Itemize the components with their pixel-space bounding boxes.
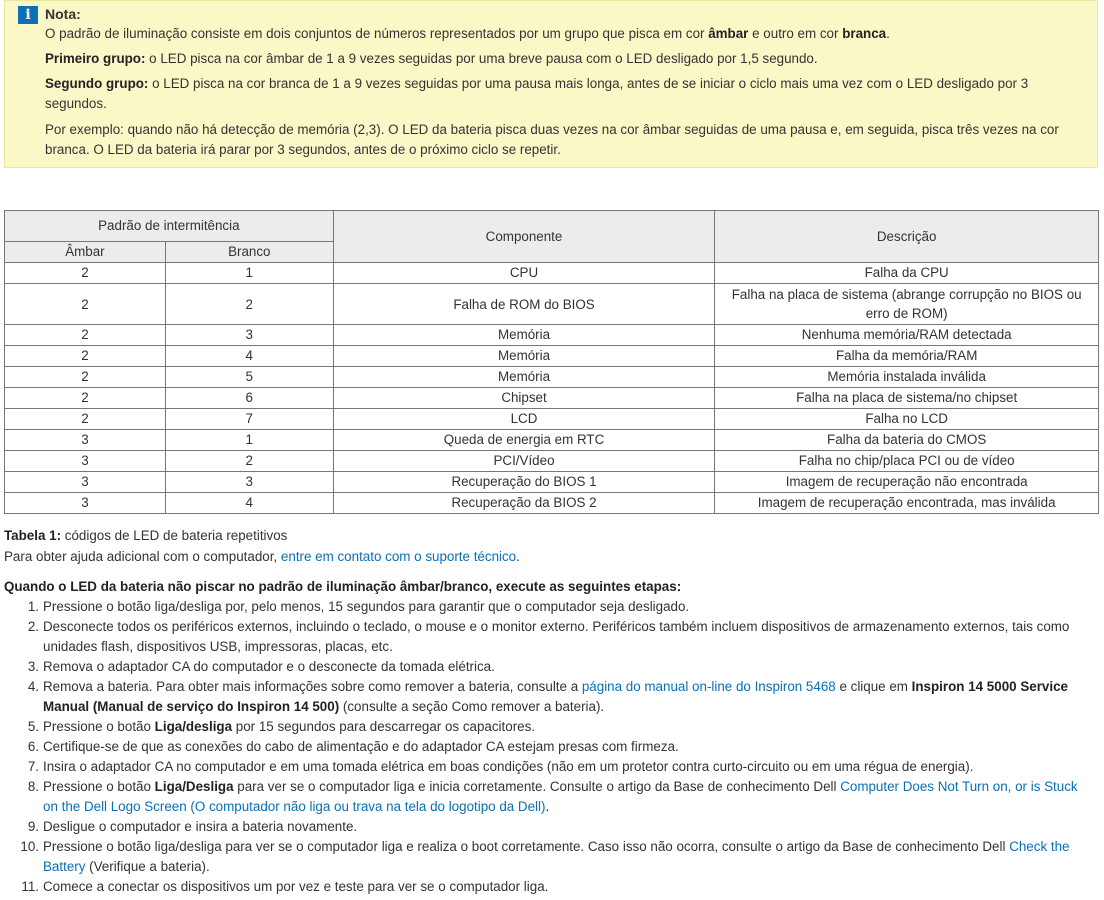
list-item: 6. Certifique-se de que as conexões do cabo de alimentação e do adaptador CA estejam presas com firmeza. <box>27 739 679 754</box>
header-component: Componente <box>333 211 715 263</box>
cell-description: Falha na placa de sistema/no chipset <box>715 388 1099 409</box>
list-item: 7. Insira o adaptador CA no computador e em uma tomada elétrica em boas condições (não em um protetor contra curto-circuito ou em uma régua de energia). <box>27 759 974 774</box>
cell-description: Falha da memória/RAM <box>715 346 1099 367</box>
cell-white: 7 <box>165 409 333 430</box>
list-item: 11. Comece a conectar os dispositivos um por vez e teste para ver se o computador liga. <box>21 879 549 894</box>
cell-description: Falha no chip/placa PCI ou de vídeo <box>715 451 1099 472</box>
cell-white: 4 <box>165 493 333 514</box>
table-row <box>5 430 1099 451</box>
contact-support-link[interactable]: entre em contato com o suporte técnico <box>280 549 517 564</box>
cell-component: Recuperação da BIOS 2 <box>333 493 715 514</box>
steps-list <box>20 597 1093 897</box>
cell-component: PCI/Vídeo <box>333 451 715 472</box>
cell-component: CPU <box>333 263 715 284</box>
led-codes-table <box>4 210 1099 514</box>
cell-component: Recuperação do BIOS 1 <box>333 472 715 493</box>
cell-description: Imagem de recuperação não encontrada <box>715 472 1099 493</box>
header-blink-pattern: Padrão de intermitência <box>5 211 334 242</box>
list-item: 3. Remova o adaptador CA do computador e o desconecte da tomada elétrica. <box>27 659 495 674</box>
cell-amber: 2 <box>5 325 166 346</box>
cell-white: 4 <box>165 346 333 367</box>
list-item: 10. Pressione o botão liga/desliga para ver se o computador liga e realiza o boot corretamente. Caso isso não ocorra, consulte o artigo da Base de conhecimento Dell Check the Battery (Verifique a bateria). <box>20 839 1070 874</box>
list-item: 8. Pressione o botão Liga/Desliga para ver se o computador liga e inicia corretamente. Consulte o artigo da Base de conhecimento Dell Computer Does Not Turn on, or is Stuck on the Dell Logo Screen (O computador não liga ou trava na tela do logotipo da Dell). <box>27 779 1078 814</box>
cell-white: 2 <box>165 284 333 325</box>
table-row <box>5 346 1099 367</box>
cell-amber: 3 <box>5 493 166 514</box>
list-item: 1. Pressione o botão liga/desliga por, pelo menos, 15 segundos para garantir que o computador seja desligado. <box>27 599 690 614</box>
header-description: Descrição <box>715 211 1099 263</box>
header-amber: Âmbar <box>5 242 166 263</box>
cell-amber: 2 <box>5 367 166 388</box>
cell-component: Chipset <box>333 388 715 409</box>
cell-white: 3 <box>165 472 333 493</box>
note-paragraph-example: Por exemplo: quando não há detecção de memória (2,3). O LED da bateria pisca duas vezes na cor âmbar seguidas de uma pausa e, em seguida, pisca três vezes na cor branca. O LED da bateria irá parar por 3 segundos, antes de o próximo ciclo se repetir. <box>45 122 1059 157</box>
note-paragraph-first-group: Primeiro grupo: o LED pisca na cor âmbar de 1 a 9 vezes seguidas por uma breve pausa com o LED desligado por 1,5 segundo. <box>45 51 818 66</box>
table-row <box>5 284 1099 325</box>
inspiron-manual-link[interactable]: página do manual on-line do Inspiron 5468 <box>581 679 836 694</box>
table-row <box>5 325 1099 346</box>
cell-amber: 2 <box>5 263 166 284</box>
cell-description: Memória instalada inválida <box>715 367 1099 388</box>
table-row <box>5 472 1099 493</box>
cell-amber: 2 <box>5 346 166 367</box>
cell-component: Memória <box>333 346 715 367</box>
cell-white: 5 <box>165 367 333 388</box>
cell-component: Memória <box>333 367 715 388</box>
cell-amber: 2 <box>5 284 166 325</box>
cell-description: Falha no LCD <box>715 409 1099 430</box>
cell-white: 2 <box>165 451 333 472</box>
table-row <box>5 451 1099 472</box>
note-paragraph-pattern: O padrão de iluminação consiste em dois conjuntos de números representados por um grupo que pisca em cor âmbar e outro em cor branca. <box>45 26 890 41</box>
table-row <box>5 409 1099 430</box>
cell-white: 6 <box>165 388 333 409</box>
computer-does-not-turn-on-link[interactable]: Computer Does Not Turn on, or is Stuck on the Dell Logo Screen (O computador não liga ou trava na tela do logotipo da Dell) <box>43 779 1078 814</box>
header-white: Branco <box>165 242 333 263</box>
cell-component: LCD <box>333 409 715 430</box>
cell-amber: 3 <box>5 451 166 472</box>
list-item: 2. Desconecte todos os periféricos externos, incluindo o teclado, o mouse e o monitor externo. Periféricos também incluem dispositivos de armazenamento externos, tais como unidades flash, dispositivos USB, impressoras, placas, etc. <box>27 619 1070 654</box>
cell-description: Imagem de recuperação encontrada, mas inválida <box>715 493 1099 514</box>
note-box <box>4 0 1098 168</box>
list-item: 5. Pressione o botão Liga/desliga por 15 segundos para descarregar os capacitores. <box>27 719 536 734</box>
cell-component: Queda de energia em RTC <box>333 430 715 451</box>
cell-white: 1 <box>165 430 333 451</box>
list-item: 9. Desligue o computador e insira a bateria novamente. <box>27 819 358 834</box>
cell-white: 1 <box>165 263 333 284</box>
cell-white: 3 <box>165 325 333 346</box>
note-title: Nota: <box>45 6 81 22</box>
table-row <box>5 493 1099 514</box>
cell-component: Memória <box>333 325 715 346</box>
table-caption: Tabela 1: códigos de LED de bateria repetitivos <box>4 528 288 543</box>
cell-component: Falha de ROM do BIOS <box>333 284 715 325</box>
cell-description: Falha da CPU <box>715 263 1099 284</box>
steps-heading: Quando o LED da bateria não piscar no padrão de iluminação âmbar/branco, execute as seguintes etapas: <box>4 579 682 594</box>
cell-description: Falha na placa de sistema (abrange corrupção no BIOS ou erro de ROM) <box>715 284 1099 325</box>
table-row <box>5 388 1099 409</box>
help-text: Para obter ajuda adicional com o computador, entre em contato com o suporte técnico. <box>4 549 520 564</box>
info-icon: i <box>18 6 38 24</box>
table-row <box>5 367 1099 388</box>
cell-amber: 3 <box>5 430 166 451</box>
cell-amber: 3 <box>5 472 166 493</box>
check-battery-link[interactable]: Check the Battery <box>43 839 1070 874</box>
cell-amber: 2 <box>5 409 166 430</box>
cell-description: Nenhuma memória/RAM detectada <box>715 325 1099 346</box>
cell-amber: 2 <box>5 388 166 409</box>
cell-description: Falha da bateria do CMOS <box>715 430 1099 451</box>
note-paragraph-second-group: Segundo grupo: o LED pisca na cor branca de 1 a 9 vezes seguidas por uma pausa mais longa, antes de se iniciar o ciclo mais uma vez com o LED desligado por 3 segundos. <box>45 76 1029 111</box>
list-item: 4. Remova a bateria. Para obter mais informações sobre como remover a bateria, consulte a página do manual on-line do Inspiron 5468 e clique em Inspiron 14 5000 Service Manual (Manual de serviço do Inspiron 14 500) (consulte a seção Como remover a bateria). <box>27 679 1068 714</box>
table-row <box>5 263 1099 284</box>
